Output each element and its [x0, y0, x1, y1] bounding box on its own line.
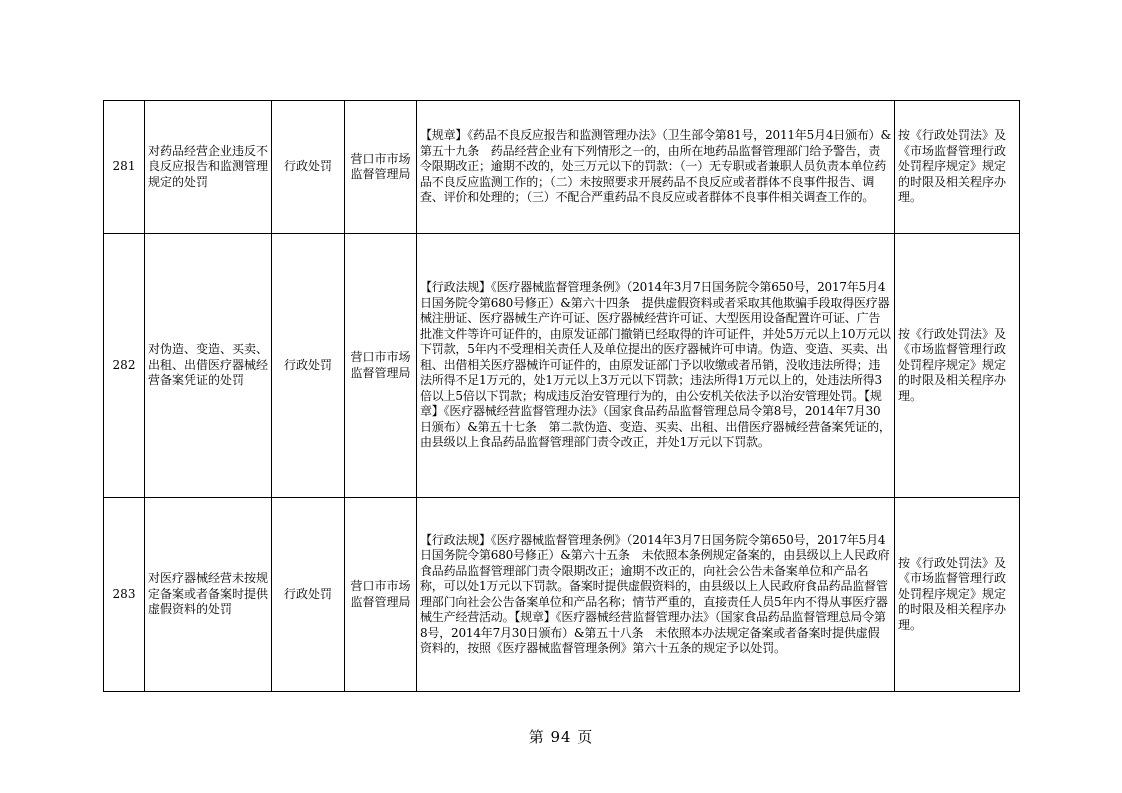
legal-basis: 【行政法规】《医疗器械监督管理条例》（2014年3月7日国务院令第650号，2017年5月4日国务院令第680号修正）&第六十四条 提供虚假资料或者采取其他欺骗手段取得医疗器械注册证、医疗器械生产许可证、医疗器械经营许可证、大型医用设备配置许可证、广告批准文件等许可证件的，由原发证部门撤销已经取得的许可证件，并处5万元以上10万元以下罚款，5年内不受理相关责任人及单位提出的医疗器械许可申请。伪造、变造、买卖、出租、出借相关医疗器械许可证件的，由原发证部门予以收缴或者吊销，没收违法所得；违法所得不足1万元的，处1万元以上3万元以下罚款；违法所得1万元以上的，处违法所得3倍以上5倍以下罚款；构成违反治安管理行为的，由公安机关依法予以治安管理处罚。【规章】《医疗器械经营监督管理办法》（国家食品药品监督管理总局令第8号，2014年7月30日颁布）&第五十七条 第二款伪造、变造、买卖、出租、出借医疗器械经营备案凭证的，由县级以上食品药品监督管理部门责令改正，并处1万元以下罚款。: [417, 234, 895, 498]
penalty-item: 对伪造、变造、买卖、出租、出借医疗器械经营备案凭证的处罚: [145, 234, 272, 498]
procedure-requirement: 按《行政处罚法》及《市场监督管理行政处罚程序规定》规定的时限及相关程序办理。: [895, 101, 1020, 234]
enforcement-department: 营口市市场监督管理局: [345, 498, 417, 692]
table-row: [104, 234, 1020, 498]
penalty-category: 行政处罚: [272, 234, 345, 498]
penalty-item: 对药品经营企业违反不良反应报告和监测管理规定的处罚: [145, 101, 272, 234]
legal-basis: 【规章】《药品不良反应报告和监测管理办法》（卫生部令第81号，2011年5月4日颁布）&第五十九条 药品经营企业有下列情形之一的，由所在地药品监督管理部门给予警告，责令限期改正；逾期不改的，处三万元以下的罚款：（一）无专职或者兼职人员负责本单位药品不良反应监测工作的；（二）未按照要求开展药品不良反应或者群体不良事件报告、调查、评价和处理的；（三）不配合严重药品不良反应或者群体不良事件相关调查工作的。: [417, 101, 895, 234]
enforcement-department: 营口市市场监督管理局: [345, 234, 417, 498]
penalty-category: 行政处罚: [272, 498, 345, 692]
procedure-requirement: 按《行政处罚法》及《市场监督管理行政处罚程序规定》规定的时限及相关程序办理。: [895, 498, 1020, 692]
table-row: [104, 498, 1020, 692]
regulations-table: [103, 100, 1020, 692]
penalty-category: 行政处罚: [272, 101, 345, 234]
page-number: 第 94 页: [528, 728, 594, 746]
row-number: 281: [104, 101, 145, 234]
enforcement-department: 营口市市场监督管理局: [345, 101, 417, 234]
penalty-item: 对医疗器械经营未按规定备案或者备案时提供虚假资料的处罚: [145, 498, 272, 692]
row-number: 282: [104, 234, 145, 498]
row-number: 283: [104, 498, 145, 692]
legal-basis: 【行政法规】《医疗器械监督管理条例》（2014年3月7日国务院令第650号，2017年5月4日国务院令第680号修正）&第六十五条 未依照本条例规定备案的，由县级以上人民政府食品药品监督管理部门责令限期改正；逾期不改正的，向社会公告未备案单位和产品名称，可以处1万元以下罚款。备案时提供虚假资料的，由县级以上人民政府食品药品监督管理部门向社会公告备案单位和产品名称；情节严重的，直接责任人员5年内不得从事医疗器械生产经营活动。【规章】《医疗器械经营监督管理办法》（国家食品药品监督管理总局令第8号，2014年7月30日颁布）&第五十八条 未依照本办法规定备案或者备案时提供虚假资料的，按照《医疗器械监督管理条例》第六十五条的规定予以处罚。: [417, 498, 895, 692]
table-row: [104, 101, 1020, 234]
procedure-requirement: 按《行政处罚法》及《市场监督管理行政处罚程序规定》规定的时限及相关程序办理。: [895, 234, 1020, 498]
